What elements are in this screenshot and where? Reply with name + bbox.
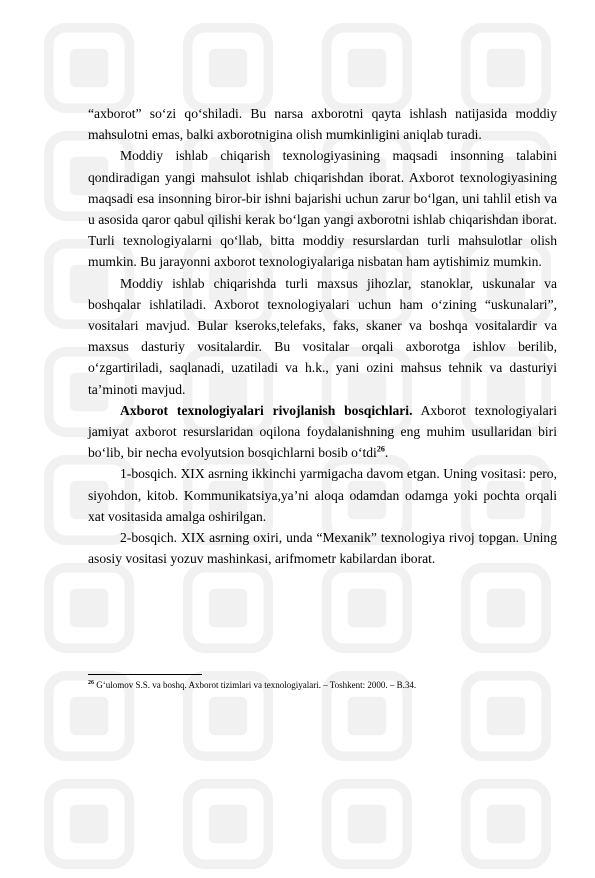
watermark-logo-icon [319,560,415,656]
paragraph-2: Moddiy ishlab chiqarish texnologiyasining maqsadi insonning talabini qondiradigan yangi mahsulot ishlab chiqarishdan iborat. Axborot texnologiyasining maqsadi esa insonning biror-bir ishni bajarishi uchun zarur bo‘lgan, uni tahlil etish va u asosida qaror qabul qilishi kerak bo‘lgan yangi axborotni ishlab chiqarishdan iborat. Turli texnologiyalarni qo‘llab, bitta moddiy resurslardan turli mahsulotlar olish mumkin. Bu jarayonni axborot texnologiyalariga nisbatan ham aytishimiz mumkin. [88,148,557,270]
watermark-logo-icon [180,560,276,656]
paragraph-6: 2-bosqich. XIX asrning oxiri, unda “Mexanik” texnologiya rivoj topgan. Uning asosiy vositasi yozuv mashinkasi, arifmometr kabilardan iborat. [88,530,557,567]
footnote-divider [88,674,202,675]
watermark-logo-icon [319,20,415,116]
watermark-tile [159,554,298,662]
footnote-text: G‘ulomov S.S. va boshq. Axborot tizimlari va texnologiyalari. – Toshkent: 2000. – B.34. [94,680,417,690]
watermark-tile [436,770,575,878]
watermark-logo-icon [319,776,415,872]
watermark-logo-icon [458,776,554,872]
watermark-logo-icon [41,20,137,116]
paragraph-3: Moddiy ishlab chiqarishda turli maxsus jihozlar, stanoklar, uskunalar va boshqalar ishlatiladi. Axborot texnologiyalari uchun ham o‘zining “uskunalari”, vositalari mavjud. Bular kseroks,telefaks, faks, skaner va boshqa vositalardir va maxsus dasturiy vositalardir. Bu vositalar orqali axborotga ishlov berilib, o‘zgartiriladi, saqlanadi, uzatiladi va h.k., yani ozini mahsus tehnik va dasturiyi ta’minoti mavjud. [88,275,557,397]
footnote [88,679,557,691]
paragraph-4-end: . [384,445,389,461]
footnote-number: 26 [88,680,94,686]
watermark-tile [298,770,437,878]
paragraph-5: 1-bosqich. XIX asrning ikkinchi yarmigacha davom etgan. Uning vositasi: pero, siyohdon, kitob. Kommunikatsiya,ya’ni aloqa odamdan odamga yoki pochta orqali xat vositasida amalga oshirilgan. [88,466,557,524]
paragraph-4-text: Axborot texnologiyalari jamiyat axborot resurslaridan oqilona foydalanishning eng muhim usullaridan biri bo‘lib, bir necha evolyutsion bosqichlarni bosib o‘tdi [88,402,558,461]
section-heading: Axborot texnologiyalari rivojlanish bosqichlari. [120,402,413,418]
watermark-logo-icon [458,20,554,116]
watermark-logo-icon [41,560,137,656]
paragraph-1: “axborot” so‘zi qo‘shiladi. Bu narsa axborotni qayta ishlash natijasida moddiy mahsulotni emas, balki axborotnigina olish mumkinligini aniqlab turadi. [88,106,557,143]
paragraph-4 [88,400,557,464]
watermark-logo-icon [458,560,554,656]
document-body [88,103,557,569]
watermark-tile [436,554,575,662]
watermark-logo-icon [41,776,137,872]
watermark-logo-icon [180,20,276,116]
watermark-tile [298,554,437,662]
watermark-tile [20,770,159,878]
watermark-tile [20,554,159,662]
watermark-logo-icon [180,776,276,872]
footnote-reference: 26 [376,444,385,454]
watermark-tile [159,770,298,878]
